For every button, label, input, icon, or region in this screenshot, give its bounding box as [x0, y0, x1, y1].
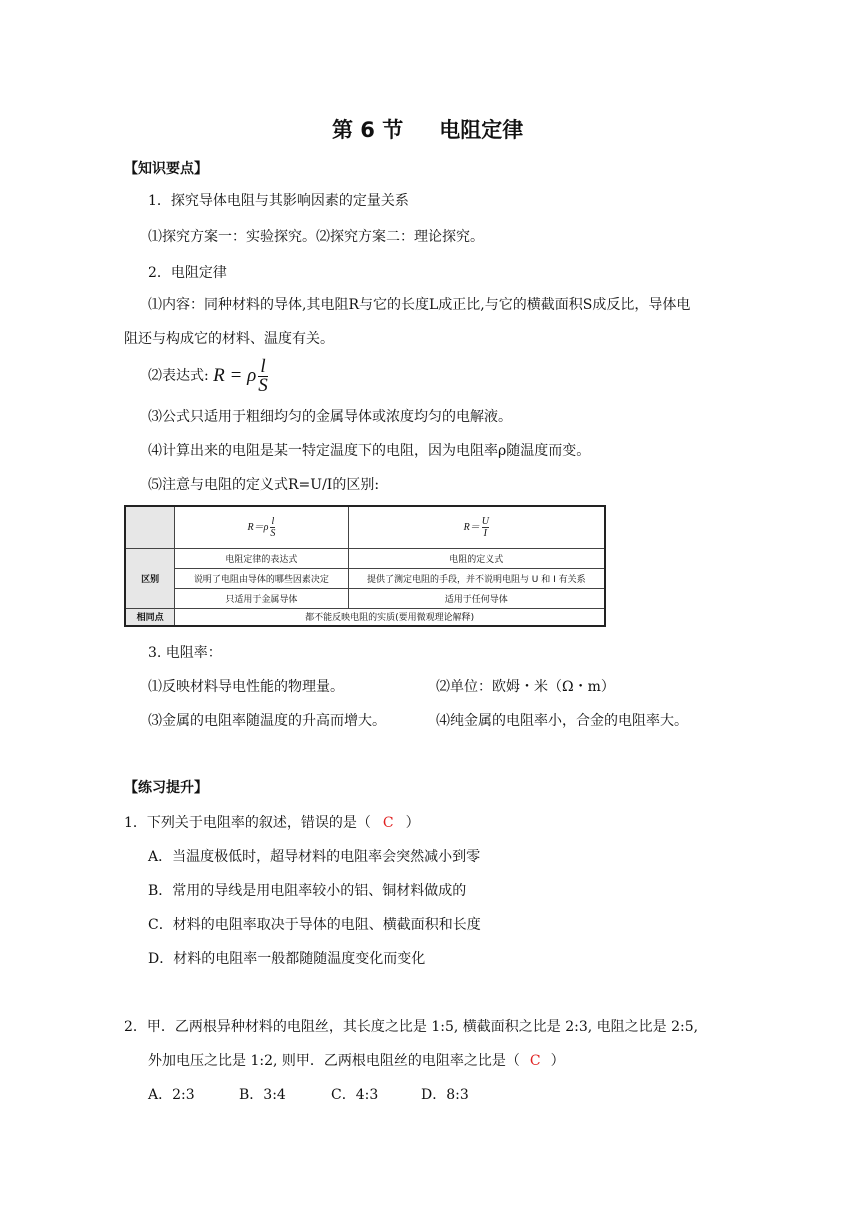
resistivity-item-4: ⑷纯金属的电阻率小，合金的电阻率大。: [436, 713, 688, 729]
question-2-text: 外加电压之比是 1:2, 则甲．乙两根电阻丝的电阻率之比是（: [148, 1053, 520, 1069]
col1-formula-lhs: R＝ρ: [247, 521, 269, 533]
knowledge-header: 【知识要点】: [124, 161, 208, 177]
resistivity-item-3: ⑶金属的电阻率随温度的升高而增大。: [148, 713, 386, 729]
question-1-answer: C: [382, 815, 394, 831]
paragraph-4b: 阻还与构成它的材料、温度有关。: [124, 331, 334, 347]
paragraph-2: ⑴探究方案一：实验探究。⑵探究方案二：理论探究。: [148, 229, 484, 245]
paragraph-6: ⑶公式只适用于粗细均匀的金属导体或浓度均匀的电解液。: [148, 409, 512, 425]
page-title: [332, 114, 523, 144]
table-cell: 电阻的定义式: [348, 548, 605, 568]
resistivity-item-2: ⑵单位：欧姆・米（Ω・m）: [436, 679, 615, 695]
table-cell: 适用于任何导体: [348, 588, 605, 608]
resistivity-item-1: ⑴反映材料导电性能的物理量。: [148, 679, 344, 695]
practice-header: 【练习提升】: [124, 780, 208, 796]
table-cell: 电阻定律的表达式: [175, 548, 348, 568]
table-cell: 说明了电阻由导体的哪些因素决定: [175, 568, 348, 588]
col2-formula-den: I: [483, 527, 487, 539]
row-label-diff: 区别: [125, 548, 175, 608]
question-1-option-b: B．常用的导线是用电阻率较小的铝、铜材料做成的: [148, 883, 467, 899]
paragraph-4a: ⑴内容：同种材料的导体,其电阻R与它的长度L成正比,与它的横截面积S成反比，导体电: [148, 297, 691, 313]
table-col1-header: [175, 506, 348, 548]
question-1-option-d: D．材料的电阻率一般都随随温度变化而变化: [148, 951, 426, 967]
formula-fraction: [258, 355, 268, 396]
question-2-option-c: C．4:3: [331, 1087, 379, 1103]
table-row: [125, 588, 605, 608]
paragraph-7: ⑷计算出来的电阻是某一特定温度下的电阻，因为电阻率ρ随温度而变。: [148, 443, 591, 459]
table-header-row: [125, 506, 605, 548]
question-2-answer: C: [529, 1053, 541, 1069]
paragraph-3: 2．电阻定律: [148, 265, 227, 281]
table-cell: 都不能反映电阻的实质(要用微观理论解释): [175, 608, 605, 626]
formula-lhs: R = ρ: [213, 365, 257, 386]
question-2-option-d: D．8:3: [421, 1087, 469, 1103]
col2-formula-fraction: [482, 516, 489, 539]
col1-formula-num: l: [271, 515, 275, 527]
formula-label: ⑵表达式:: [148, 368, 209, 384]
question-2-close: ）: [550, 1053, 565, 1069]
title-topic: 电阻定律: [439, 118, 524, 142]
col2-formula-num: U: [481, 515, 489, 527]
col1-formula-fraction: [270, 516, 275, 539]
table-row: [125, 548, 605, 568]
question-2-option-a: A．2:3: [148, 1087, 195, 1103]
question-2-line-2: [148, 1050, 565, 1070]
question-1-option-a: A．当温度极低时，超导材料的电阻率会突然减小到零: [148, 849, 481, 865]
table-corner-cell: [125, 506, 175, 548]
resistivity-header: 3. 电阻率：: [148, 645, 222, 661]
col2-formula-lhs: R＝: [463, 521, 480, 533]
question-1-close: ）: [405, 815, 420, 831]
table-cell: 只适用于金属导体: [175, 588, 348, 608]
question-1-option-c: C．材料的电阻率取决于导体的电阻、横截面积和长度: [148, 917, 481, 933]
paragraph-1: 1．探究导体电阻与其影响因素的定量关系: [148, 193, 409, 209]
question-2-line-1: 2．甲．乙两根异种材料的电阻丝，其长度之比是 1:5, 横截面积之比是 2:3, 电阻之比是 2:5,: [124, 1019, 699, 1035]
formula-numerator: l: [258, 358, 268, 377]
question-1-stem: [124, 812, 420, 832]
comparison-table: [124, 505, 606, 627]
formula-denominator: S: [258, 374, 268, 396]
title-section-number: 第 6 节: [332, 118, 404, 142]
table-row: [125, 608, 605, 626]
paragraph-8: ⑸注意与电阻的定义式R=U/I的区别:: [148, 477, 380, 493]
col1-formula-den: S: [270, 527, 276, 539]
formula-line: [148, 354, 268, 398]
table-col2-header: [348, 506, 605, 548]
question-2-option-b: B．3:4: [239, 1087, 286, 1103]
table-cell: 提供了测定电阻的手段，并不说明电阻与 U 和 I 有关系: [348, 568, 605, 588]
row-label-same: 相同点: [125, 608, 175, 626]
question-1-text: 1．下列关于电阻率的叙述，错误的是（: [124, 815, 371, 831]
table-row: [125, 568, 605, 588]
